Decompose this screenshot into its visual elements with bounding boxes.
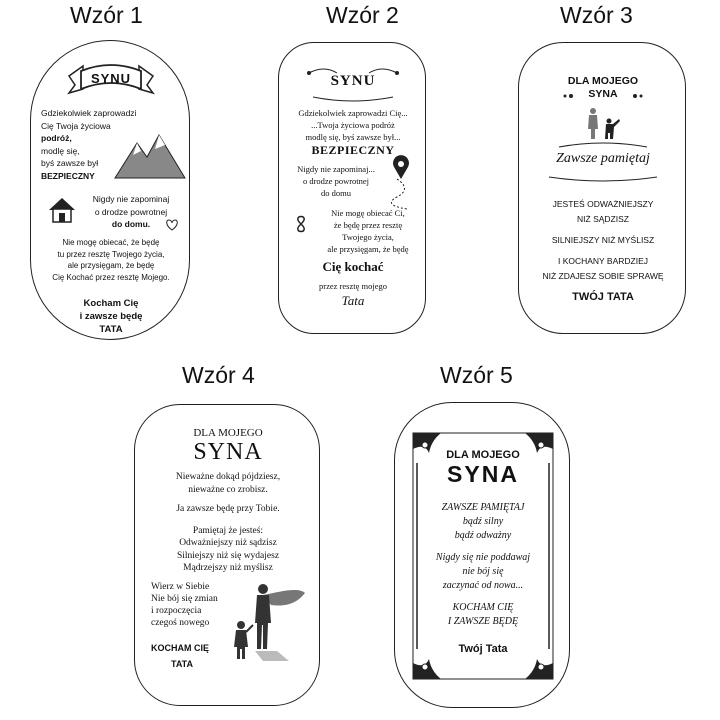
title-line-1: DLA MOJEGO (567, 75, 639, 87)
believe-text: Wierz w Siebie Nie bój się zmian i rozpoczęcia czegoś nowego (151, 582, 218, 628)
superhero-silhouette-icon (227, 575, 307, 665)
rest-text: przez resztę mojego (319, 281, 387, 291)
plate-design-1[interactable] (30, 40, 190, 340)
message-text: ZAWSZE PAMIĘTAJ bądź silny bądź odważny Nigdy się nie poddawaj nie bój się zaczynać od nowa... KOCHAM CIĘ I ZAWSZE BĘDĘ (435, 502, 531, 627)
decorative-dots-icon (519, 91, 686, 101)
heart-icon (165, 219, 179, 231)
flourish-bottom-icon (519, 173, 686, 185)
plate-design-2[interactable] (278, 42, 426, 334)
intro-text: Gdziekolwiek zaprowadzi Cię Twoja życiowa podróż, modlę się, byś zawsze był BEZPIECZNY (41, 108, 137, 181)
house-icon (47, 196, 77, 224)
safe-text: BEZPIECZNY (311, 143, 395, 157)
design-label-3: Wzór 3 (560, 2, 633, 28)
message-text: Nieważne dokąd pójdziesz, nieważne co zrobisz. Ja zawsze będę przy Tobie. Pamiętaj że jesteś: Odważniejszy niż sądzisz Silniejszy niż się wydajesz Mądrzejszy niż myślisz (175, 472, 281, 573)
never-forget-text: Nigdy nie zapominaj o drodze powrotnej do domu. (92, 194, 170, 229)
intro-text: Gdziekolwiek zaprowadzi Cię... ...Twoja życiowa podróż modlę się, byś zawsze był... (298, 108, 408, 142)
love-text: KOCHAM CIĘ (151, 643, 209, 653)
design-label-1: Wzór 1 (70, 2, 143, 28)
title-line-1: DLA MOJEGO (193, 427, 263, 439)
banner-title: SYNU (90, 71, 132, 86)
flourish-bottom-icon (279, 93, 426, 105)
signature-text: Tata (341, 293, 365, 308)
dotted-path-icon (377, 179, 417, 209)
father-son-silhouette-icon (583, 107, 623, 141)
title-line-2: SYNA (447, 461, 519, 487)
signature-text: TWÓJ TATA (572, 291, 634, 303)
title-line-2: SYNA (193, 439, 263, 465)
plate-design-4[interactable] (134, 404, 320, 706)
message-text: JESTEŚ ODWAŻNIEJSZY NIŻ SĄDZISZ SILNIEJSZY NIŻ MYŚLISZ I KOCHANY BARDZIEJ NIŻ ZDAJESZ SOBIE SPRAWĘ (542, 199, 664, 281)
promise-text: Nie mogę obiecać Ci, że będę przez resztę Twojego życia, ale przysięgam, że będę (327, 208, 409, 254)
plate-design-3[interactable] (518, 42, 686, 334)
plate-design-5[interactable] (394, 402, 570, 708)
design-label-5: Wzór 5 (440, 362, 513, 388)
location-pin-icon (391, 155, 411, 181)
closing-text: Kocham Cię i zawsze będę TATA (79, 298, 143, 335)
signature-text: TATA (171, 659, 193, 669)
design-label-2: Wzór 2 (326, 2, 399, 28)
mountains-icon (115, 133, 185, 183)
design-label-4: Wzór 4 (182, 362, 255, 388)
promise-text: Nie mogę obiecać, że będę tu przez resztę Twojego życia, ale przysięgam, że będę Cię Kochać przez resztę Mojego. (52, 238, 170, 282)
love-text: Cię kochać (322, 259, 384, 274)
signature-text: Twój Tata (458, 643, 508, 655)
title-line-1: DLA MOJEGO (446, 449, 520, 461)
title-line-2: SYNA (588, 88, 618, 100)
remember-text: Zawsze pamiętaj (556, 151, 650, 166)
banner-title: SYNU (330, 73, 376, 89)
never-forget-text: Nigdy nie zapominaj... o drodze powrotnej do domu (297, 164, 375, 198)
